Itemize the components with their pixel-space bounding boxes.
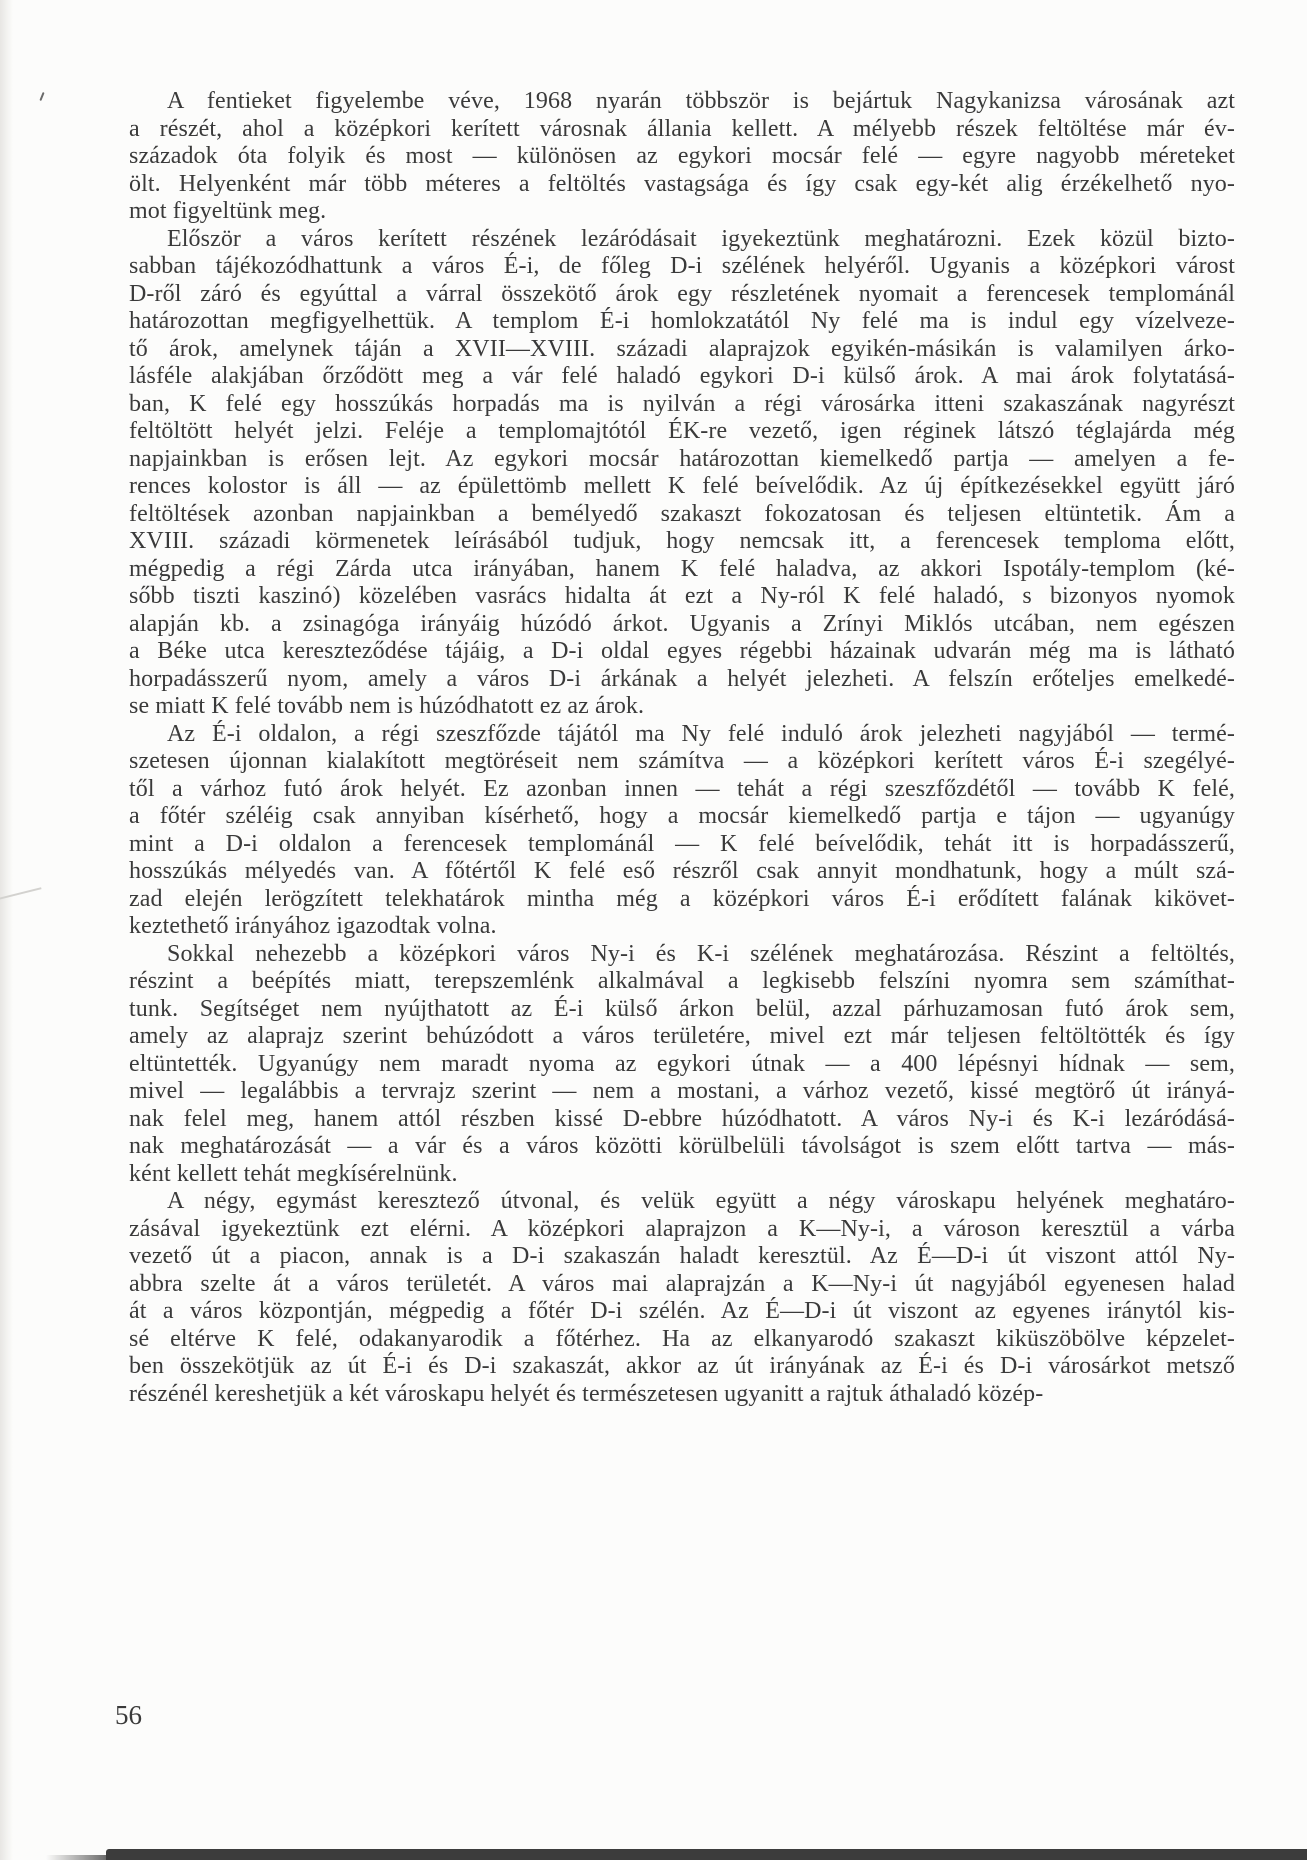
text-line: sé eltérve K felé, odakanyarodik a főtérhez. Ha az elkanyarodó szakaszt kiküszöbölve képzelet- — [129, 1325, 1235, 1352]
text-line: ként kellett tehát megkísérelnünk. — [129, 1160, 458, 1187]
text-line: A fentieket figyelembe véve, 1968 nyarán többször is bejártuk Nagykanizsa városának azt — [167, 88, 1235, 114]
text-line: feltöltések azonban napjainkban a bemélyedő szakaszt fokozatosan és teljesen eltüntetik. Ám a — [129, 500, 1235, 527]
text-line: lásféle alakjában őrződött meg a vár felé haladó egykori D-i külső árok. A mai árok folytatásá- — [129, 363, 1235, 389]
text-line: századok óta folyik és most — különösen az egykori mocsár felé — egyre nagyobb méreteket — [129, 143, 1235, 169]
text-line: tunk. Segítséget nem nyújthatott az É-i külső árkon belül, azzal párhuzamosan futó árok sem, — [129, 995, 1235, 1022]
text-line: ben összekötjük az út É-i és D-i szakaszát, akkor az út irányának az É-i és D-i városárkot metsző — [129, 1353, 1235, 1379]
paragraph — [129, 721, 1235, 941]
text-line: nak meghatározását — a vár és a város közötti körülbelüli távolságot is szem előtt tartva — más- — [129, 1133, 1235, 1159]
text-line: részénél kereshetjük a két városkapu helyét és természetesen ugyanitt a rajtuk áthaladó közép- — [129, 1380, 1044, 1407]
left-scan-edge — [0, 0, 13, 1860]
text-line: amely az alaprajz szerint behúzódott a város területére, mivel ezt már teljesen feltöltötték és így — [129, 1023, 1235, 1049]
page-number: 56 — [115, 1700, 142, 1730]
text-line: sőbb tiszti kaszinó) közelében vasrács hidalta át ezt a Ny-ról K felé haladó, s bizonyos nyomok — [129, 583, 1235, 609]
text-line: mot figyeltünk meg. — [129, 198, 327, 224]
text-line: hosszúkás mélyedés van. A főtértől K felé eső részről csak annyit mondhatunk, hogy a múlt szá- — [129, 858, 1235, 884]
paragraph — [129, 226, 1235, 721]
text-line: feltöltött helyét jelzi. Feléje a templomajtótól ÉK-re vezető, igen réginek látszó téglajárda még — [129, 418, 1235, 444]
scan-speck-mark — [39, 92, 44, 101]
text-line: részint a beépítés miatt, terepszemlénk alkalmával a legkisebb felszíni nyomra sem számíthat- — [129, 968, 1235, 994]
paragraph — [129, 88, 1235, 226]
text-line: napjainkban is erősen lejt. Az egykori mocsár határozottan kiemelkedő partja — amelyen a fe- — [129, 445, 1235, 472]
text-line: mint a D-i oldalon a ferencesek templománál — K felé beívelődik, tehát itt is horpadásszerű, — [129, 830, 1235, 857]
paragraph — [129, 1188, 1235, 1408]
text-line: D-ről záró és egyúttal a várral összekötő árok egy részletének nyomait a ferencesek templománál — [129, 280, 1235, 307]
text-line: mégpedig a régi Zárda utca irányában, hanem K felé haladva, az akkori Ispotály-templom (ké- — [129, 555, 1235, 582]
text-line: zad elején lerögzített telekhatárok mintha még a középkori város É-i erődített falának kikövet- — [129, 885, 1235, 912]
text-line: horpadásszerű nyom, amely a város D-i árkának a helyét jelezheti. A felszín erőteljes emelkedé- — [129, 665, 1235, 692]
text-line: a főtér széléig csak annyiban kísérhető, hogy a mocsár kiemelkedő partja e tájon — ugyanúgy — [129, 803, 1235, 829]
text-line: Az É-i oldalon, a régi szeszfőzde tájától ma Ny felé induló árok jelezheti nagyjából — termé- — [167, 720, 1235, 747]
paragraph — [129, 941, 1235, 1189]
text-line: se miatt K felé tovább nem is húzódhatott ez az árok. — [129, 693, 645, 719]
text-line: sabban tájékozódhattunk a város É-i, de főleg D-i szélének helyéről. Ugyanis a középkori várost — [129, 253, 1235, 279]
text-line: zásával igyekeztünk ezt elérni. A középkori alaprajzon a K—Ny-i, a városon keresztül a várba — [129, 1215, 1235, 1242]
text-line: Sokkal nehezebb a középkori város Ny-i és K-i szélének meghatározása. Részint a feltöltés, — [167, 940, 1235, 967]
text-line: XVIII. századi körmenetek leírásából tudjuk, hogy nemcsak itt, a ferencesek temploma előtt, — [129, 528, 1235, 554]
text-line: ban, K felé egy hosszúkás horpadás ma is nyilván a régi városárka itteni szakaszának nagyrészt — [129, 390, 1235, 417]
bottom-scan-band — [106, 1849, 1307, 1860]
text-line: rences kolostor is áll — az épülettömb mellett K felé beívelődik. Az új építkezésekkel együtt járó — [129, 473, 1235, 499]
text-line: Először a város kerített részének lezáródásait igyekeztünk meghatározni. Ezek közül bizto- — [167, 225, 1235, 252]
text-line: tő árok, amelynek táján a XVII—XVIII. századi alaprajzok egyikén-másikán is valamilyen árko- — [129, 335, 1235, 362]
text-line: a Béke utca kereszteződése tájáig, a D-i oldal egyes régebbi házainak udvarán még ma is látható — [129, 638, 1235, 664]
text-line: határozottan megfigyelhettük. A templom É-i homlokzatától Ny felé ma is indul egy vízelveze- — [129, 308, 1235, 334]
text-line: vezető út a piacon, annak is a D-i szakaszán haladt keresztül. Az É—D-i út viszont attól Ny- — [129, 1243, 1235, 1269]
text-line: ölt. Helyenként már több méteres a feltöltés vastagsága és így csak egy-két alig érzékelhető nyo- — [129, 170, 1235, 197]
text-line: keztethető irányához igazodtak volna. — [129, 913, 497, 939]
body-text-block — [129, 88, 1235, 1408]
text-line: a részét, ahol a középkori kerített városnak állania kellett. A mélyebb részek feltöltése már év- — [129, 115, 1235, 142]
text-line: től a várhoz futó árok helyét. Ez azonban innen — tehát a régi szeszfőzdétől — tovább K felé, — [129, 775, 1235, 802]
text-line: szetesen újonnan kialakított megtöréseit nem számítva — a középkori kerített város É-i szegélyé- — [129, 748, 1235, 774]
text-line: mivel — legalábbis a tervrajz szerint — nem a mostani, a várhoz vezető, kissé megtörő út irányá- — [129, 1078, 1235, 1104]
text-line: át a város központján, mégpedig a főtér D-i szélén. Az É—D-i út viszont az egyenes iránytól kis- — [129, 1298, 1235, 1324]
text-line: alapján kb. a zsinagóga irányáig húzódó árkot. Ugyanis a Zrínyi Miklós utcában, nem egészen — [129, 610, 1235, 637]
text-line: abbra szelte át a város területét. A város mai alaprajzán a K—Ny-i út nagyjából egyenesen halad — [129, 1270, 1235, 1297]
text-line: A négy, egymást keresztező útvonal, és velük együtt a négy városkapu helyének meghatáro- — [167, 1188, 1235, 1214]
text-line: nak felel meg, hanem attól részben kissé D-ebbre húzódhatott. A város Ny-i és K-i lezáródásá- — [129, 1105, 1235, 1132]
text-line: eltüntették. Ugyanúgy nem maradt nyoma az egykori útnak — a 400 lépésnyi hídnak — sem, — [129, 1050, 1235, 1077]
